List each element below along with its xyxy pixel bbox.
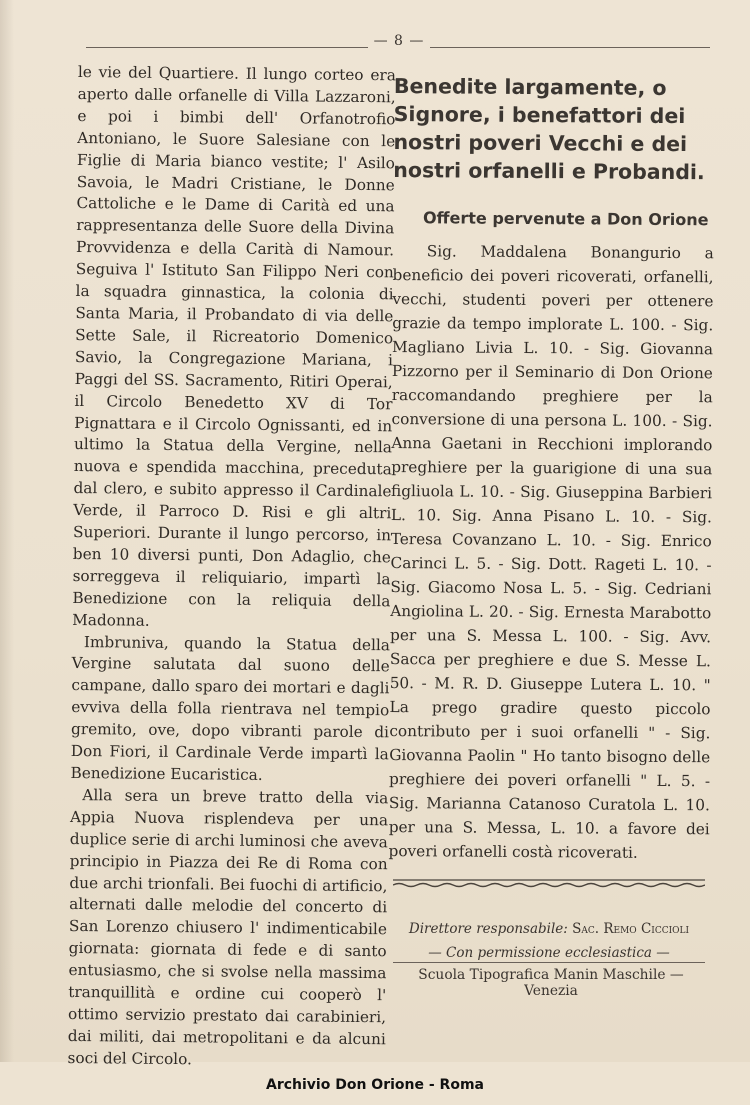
director-label: Direttore responsabile:: [408, 921, 568, 937]
director-name: Sac. Remo Ciccioli: [572, 921, 690, 937]
left-paragraph-evening: Alla sera un breve tratto della via Appia Nuova risplendeva per una duplice serie di archi luminosi che aveva principio in Piazza dei Re di Roma con due archi trionfali. Bei fuochi di artificio, alternati dalle melodie del concerto di San Lorenzo chiusero l' indimenticabile giornata: giornata di fede e di santo entusiasmo, che si svolse nella massima tranquillità e ordine cui cooperò l' ottimo servizio prestato dai carabinieri, dai militi, dai metropolitani e da alcuni soci del Circolo.: [67, 785, 389, 1069]
offers-list: Sig. Maddalena Bonangurio a beneficio dei poveri ricoverati, orfanelli, vecchi, studenti poveri per ottenere grazie da tempo implorate L. 100. - Sig. Magliano Livia L. 10. - Sig. Giovanna Pizzorno per il Seminario di Don Orione raccomandando preghiere per la conversione di una persona L. 100. - Sig. Anna Gaetani in Recchioni implorando preghiere per la guarigione di una sua figliuola L. 10. - Sig. Giuseppina Barbieri L. 10. Sig. Anna Pisano L. 10. - Sig. Teresa Covanzano L. 10. - Sig. Enrico Carinci L. 5. - Sig. Dott. Rageti L. 10. - Sig. Giacomo Nosa L. 5. - Sig. Cedriani Angiolina L. 20. - Sig. Ernesta Marabotto per una S. Messa L. 100. - Sig. Avv. Sacca per preghiere e due S. Messe L. 50. - M. R. D. Giuseppe Lutera L. 10. " La prego gradire questo piccolo contributo per i suoi orfanelli " - Sig. Giovanna Paolin " Ho tanto bisogno delle preghiere dei poveri orfanelli " L. 5. - Sig. Marianna Catanoso Curatola L. 10. per una S. Messa, L. 10. a favore dei poveri orfanelli costà ricoverati.: [388, 242, 714, 862]
ecclesiastical-permission: — Con permissione ecclesiastica —: [428, 945, 670, 961]
page-edge-shadow: [0, 0, 14, 1062]
ornamental-rule: [393, 876, 705, 890]
offers-title: Offerte pervenute a Don Orione: [422, 208, 709, 230]
director-line: [393, 917, 705, 941]
header-rule-right: [430, 47, 710, 48]
archive-footer: Archivio Don Orione - Roma: [266, 1077, 484, 1093]
page-number: — 8 —: [373, 33, 425, 49]
printer-line: Scuola Tipografica Manin Maschile — Venezia: [418, 967, 684, 999]
header-rule-left: [86, 47, 368, 48]
left-paragraph-statue-return: Imbruniva, quando la Statua della Vergine salutata dal suono delle campane, dallo sparo dei mortari e dagli evviva della folla rientrava nel tempio gremito, ove, dopo vibranti parole di Don Fiori, il Cardinale Verde impartì la Benedizione Eucaristica.: [70, 632, 391, 784]
colophon: [393, 917, 705, 965]
benefactors-appeal: Benedite largamente, o Signore, i benefattori dei nostri poveri Vecchi e dei nostri orfanelli e Probandi.: [393, 74, 705, 185]
right-column: [382, 72, 715, 865]
left-paragraph-procession: le vie del Quartiere. Il lungo corteo era aperto dalle orfanelle di Villa Lazzaroni, e poi i bimbi dell' Orfanotrofio Antoniano, le Suore Salesiane con le Figlie di Maria bianco vestite; l' Asilo Savoia, le Madri Cristiane, le Donne Cattoliche e le Dame di Carità ed una rappresentanza delle Suore della Divina Provvidenza e della Carità di Namour. Seguiva l' Istituto San Filippo Neri con la squadra ginnastica, la colonia di Santa Maria, il Probandato di via delle Sette Sale, il Ricreatorio Domenico Savio, la Congregazione Mariana, i Paggi del SS. Sacramento, Ritiri Operai, il Circolo Benedetto XV di Tor Pignattara e il Circolo Ognissanti, ed in ultimo la Statua della Vergine, nella nuova e spendida macchina, preceduta dal clero, e subito appresso il Cardinale Verde, il Parroco D. Risi e gli altri Superiori. Durante il lungo percorso, in ben 10 diversi punti, Don Adaglio, che sorreggeva il reliquiario, impartì la Benedizione con la reliquia della Madonna.: [72, 62, 396, 630]
left-column: [67, 62, 396, 1073]
colophon-rule: [393, 962, 705, 963]
